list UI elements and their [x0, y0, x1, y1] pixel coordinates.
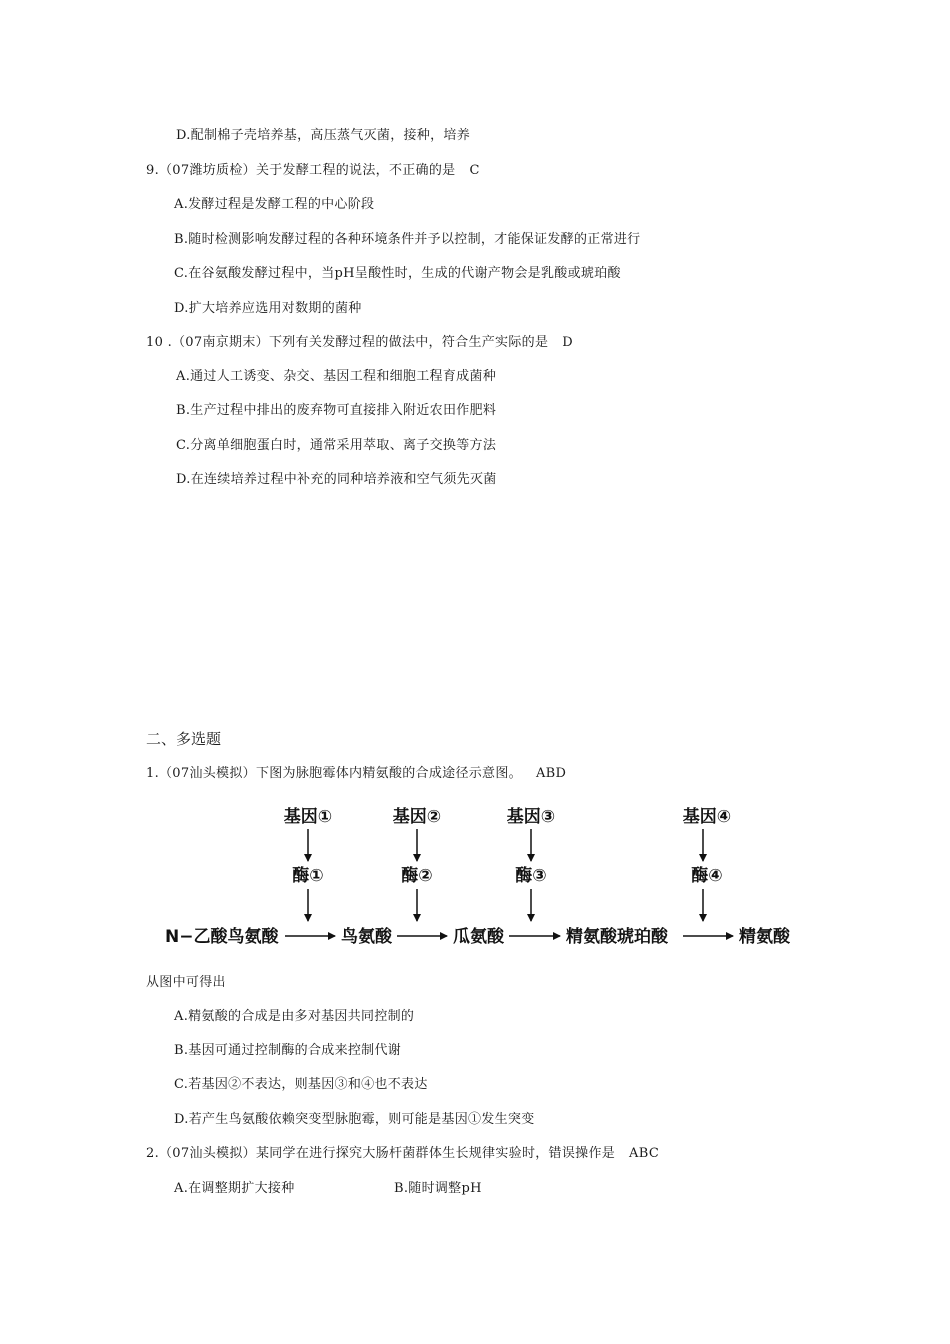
q8-option-d: D.配制棉子壳培养基，高压蒸气灭菌，接种，培养 — [176, 128, 470, 143]
m1-stem-text: 1.（07汕头模拟）下图为脉胞霉体内精氨酸的合成途径示意图。 — [146, 766, 522, 781]
q10-answer: D — [562, 335, 573, 350]
m1-stem — [146, 765, 566, 783]
m2-answer: ABC — [629, 1146, 660, 1161]
q9-stem-text: 9.（07潍坊质检）关于发酵工程的说法，不正确的是 — [146, 163, 456, 178]
m2-stem-text: 2.（07汕头模拟）某同学在进行探究大肠杆菌群体生长规律实验时，错误操作是 — [146, 1146, 616, 1161]
compound-ornithine: 鸟氨酸 — [341, 927, 392, 947]
q10-option-a: A.通过人工诱变、杂交、基因工程和细胞工程育成菌种 — [176, 369, 497, 384]
q9-option-b: B.随时检测影响发酵过程的各种环境条件并予以控制，才能保证发酵的正常进行 — [174, 232, 641, 247]
gene-3-label: 基因③ — [506, 807, 556, 827]
m2-stem — [146, 1145, 659, 1163]
q9-option-c: C.在谷氨酸发酵过程中，当pH呈酸性时，生成的代谢产物会是乳酸或琥珀酸 — [174, 266, 621, 281]
compound-n-acetylornithine: N−乙酸鸟氨酸 — [165, 927, 279, 947]
enzyme-2-label: 酶② — [401, 866, 433, 886]
m1-option-d: D.若产生鸟氨酸依赖突变型脉胞霉，则可能是基因①发生突变 — [174, 1112, 535, 1127]
q10-option-b: B.生产过程中排出的废弃物可直接排入附近农田作肥料 — [176, 403, 497, 418]
enzyme-1-label: 酶① — [292, 866, 324, 886]
m1-lead: 从图中可得出 — [146, 975, 226, 990]
gene-2-label: 基因② — [392, 807, 442, 827]
compound-citrulline: 瓜氨酸 — [453, 927, 504, 947]
m2-option-b: B.随时调整pH — [394, 1181, 482, 1196]
arginine-pathway-diagram — [163, 795, 801, 955]
q9-option-a: A.发酵过程是发酵工程的中心阶段 — [174, 197, 375, 212]
q9-answer: C — [469, 163, 480, 178]
m2-option-a: A.在调整期扩大接种 — [174, 1181, 295, 1196]
m1-answer: ABD — [535, 766, 567, 781]
pathway-svg — [163, 795, 801, 955]
q10-option-c: C.分离单细胞蛋白时，通常采用萃取、离子交换等方法 — [176, 438, 497, 453]
m1-option-a: A.精氨酸的合成是由多对基因共同控制的 — [174, 1009, 415, 1024]
m1-option-b: B.基因可通过控制酶的合成来控制代谢 — [174, 1043, 402, 1058]
q9-stem — [146, 162, 480, 180]
compound-arginine: 精氨酸 — [739, 927, 790, 947]
q10-option-d: D.在连续培养过程中补充的同种培养液和空气须先灭菌 — [176, 472, 497, 487]
enzyme-3-label: 酶③ — [515, 866, 547, 886]
gene-4-label: 基因④ — [682, 807, 732, 827]
section-title: 二、多选题 — [146, 730, 222, 748]
compound-argininosuccinate: 精氨酸琥珀酸 — [566, 927, 668, 947]
q10-stem-text: 10 .（07南京期末）下列有关发酵过程的做法中，符合生产实际的是 — [146, 335, 549, 350]
q9-option-d: D.扩大培养应选用对数期的菌种 — [174, 301, 362, 316]
m1-option-c: C.若基因②不表达，则基因③和④也不表达 — [174, 1077, 428, 1092]
gene-1-label: 基因① — [283, 807, 333, 827]
q10-stem — [146, 334, 573, 352]
enzyme-4-label: 酶④ — [691, 866, 723, 886]
